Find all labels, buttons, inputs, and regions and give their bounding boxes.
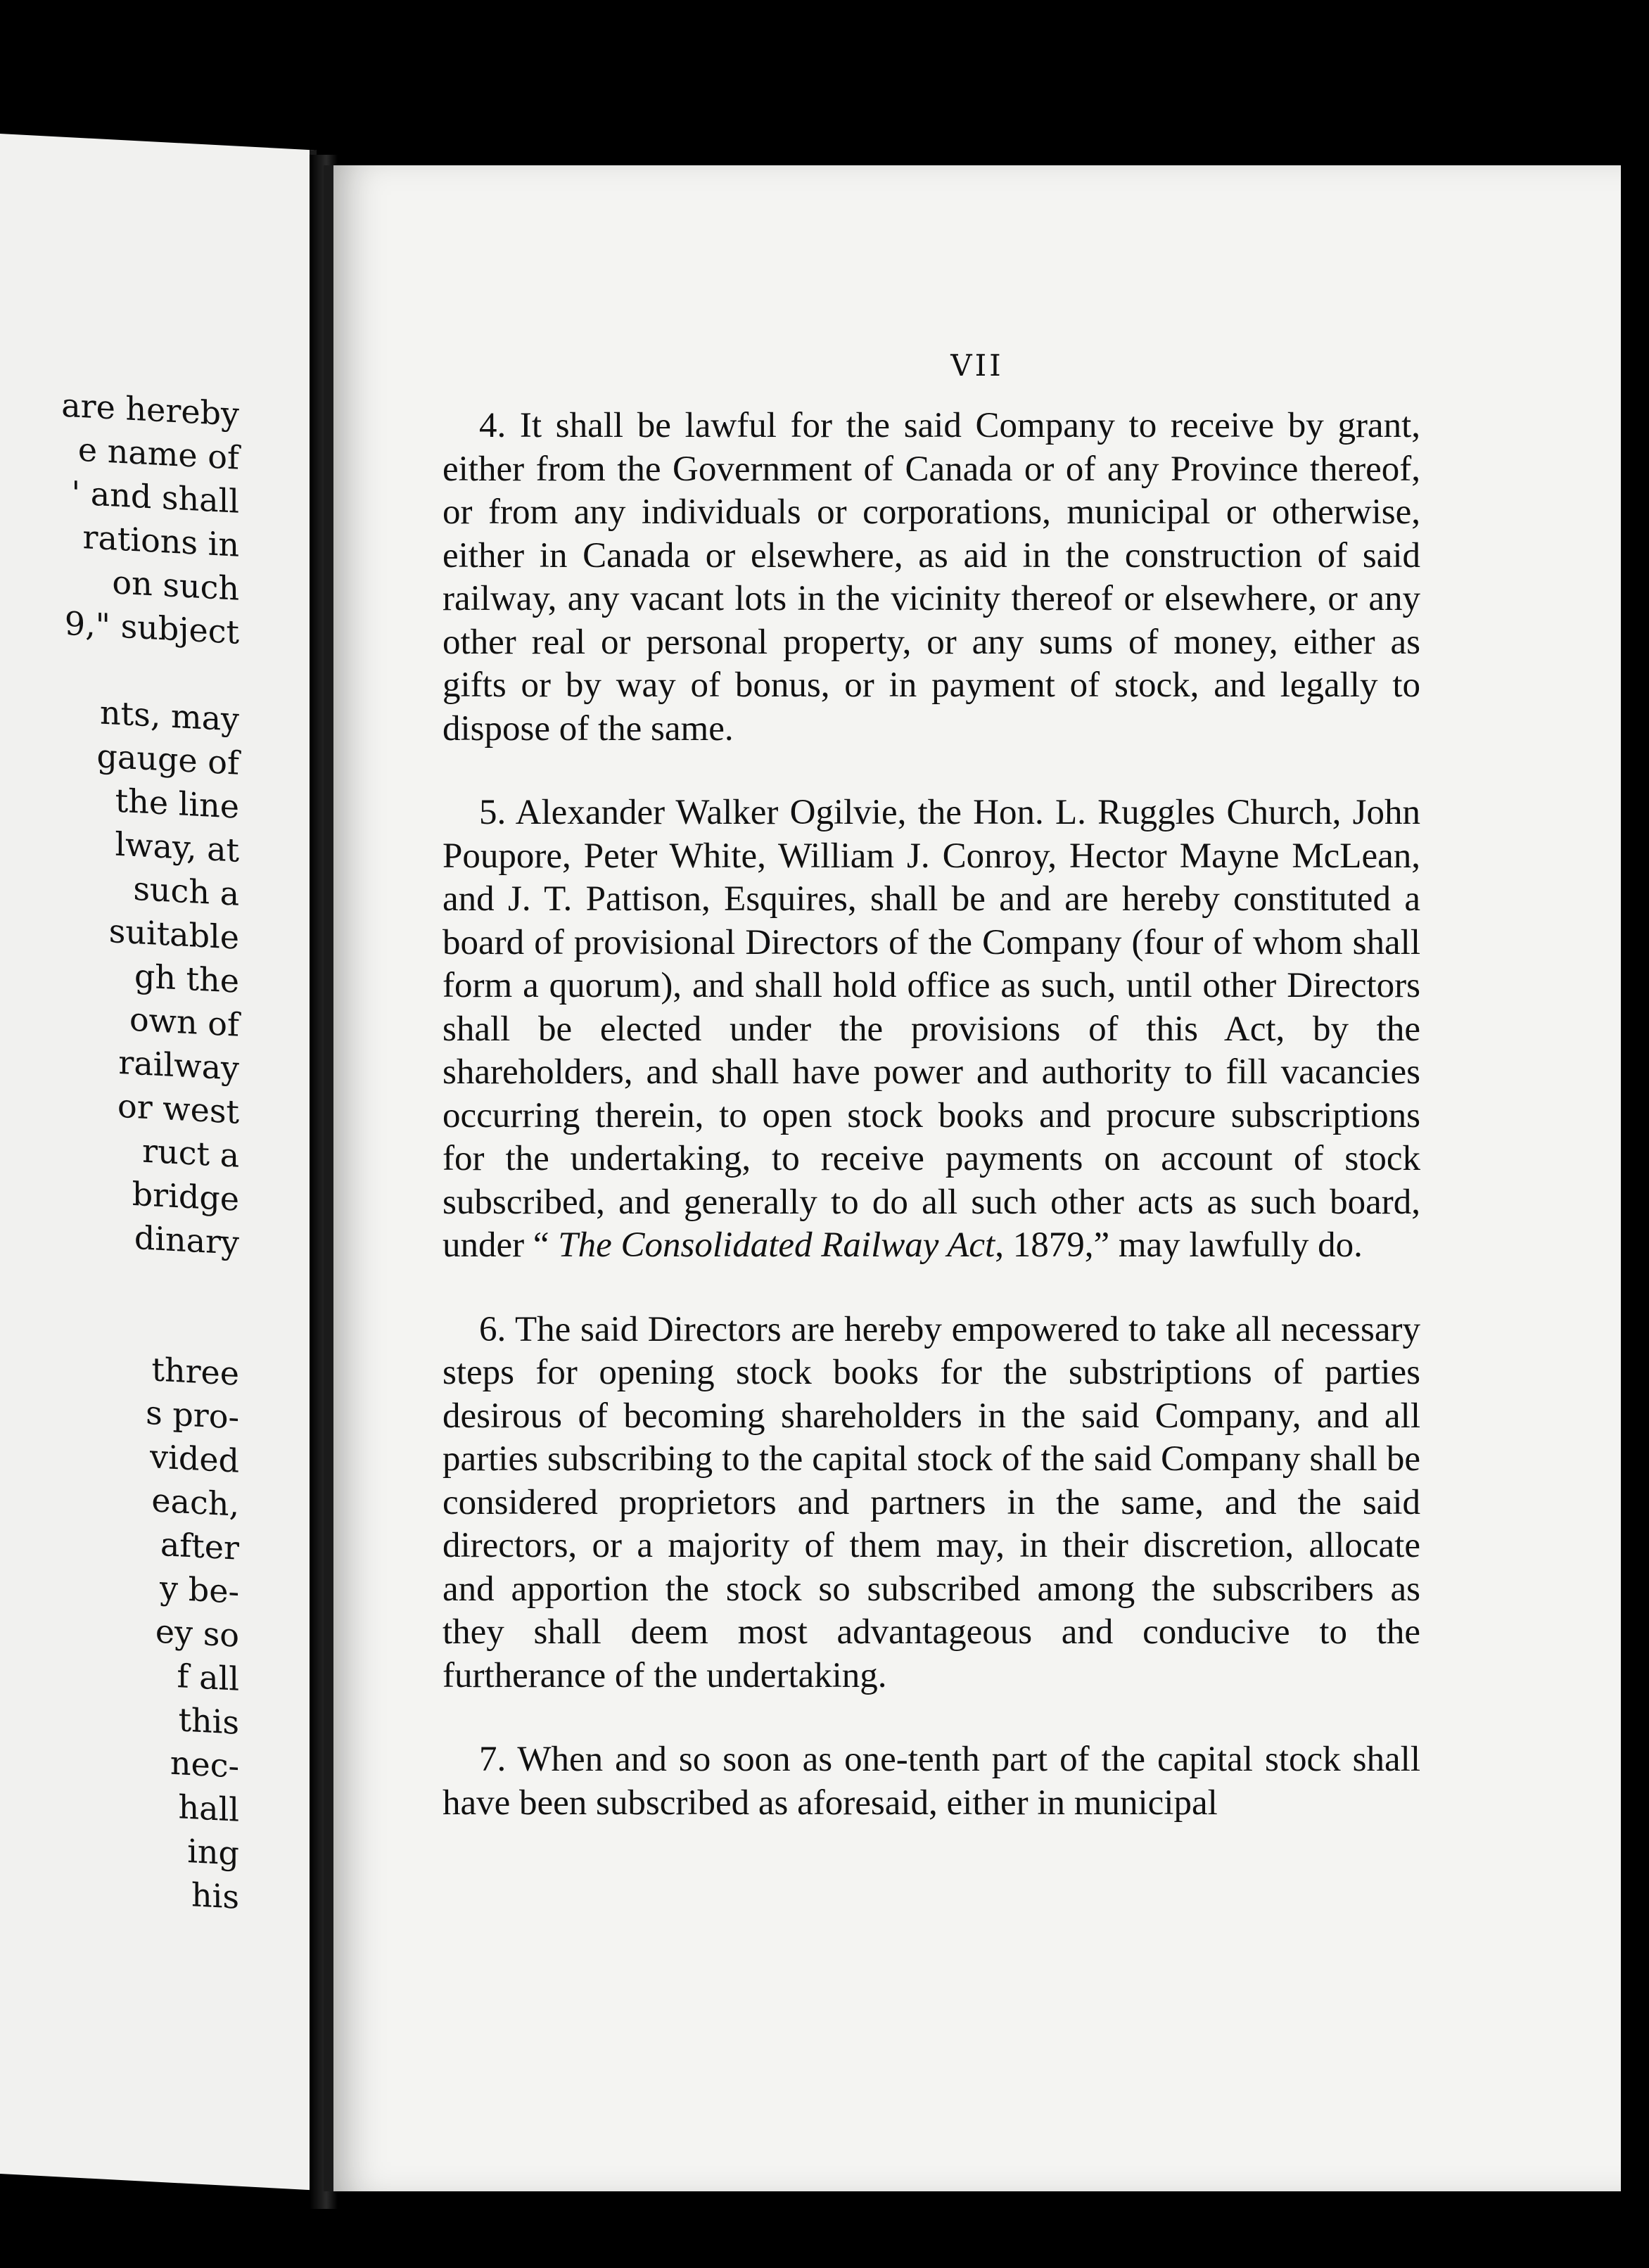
left-page-line: the line (115, 781, 239, 826)
left-page-line: nec- (170, 1743, 239, 1785)
paragraph-5 (443, 791, 1420, 1268)
left-page-line: ' and shall (71, 473, 239, 521)
left-page-text (0, 379, 239, 1919)
left-page-line: such a (133, 869, 239, 913)
left-page-line: rations in (82, 518, 239, 564)
left-page-line: or west (117, 1086, 239, 1131)
paragraph-6: 6. The said Directors are hereby empowered to take all necessary steps for opening stock books for the substriptions of parties desirous of becoming shareholders in the said Company, and all parties subscribing to the capital stock of the said Company shall be considered proprietors and partners in the same, and the said directors, or a majority of them may, in their discretion, allocate and apportion the stock so subscribed among the subscribers as they shall deem most advantageous and conducive to the furtherance of the undertaking. (443, 1309, 1420, 1695)
left-page-line: vided (150, 1437, 239, 1480)
page-body (443, 404, 1420, 1866)
left-page-line: suitable (108, 912, 239, 957)
left-page-line: this (178, 1700, 239, 1742)
act-title: The Consolidated Railway Act (558, 1225, 995, 1265)
left-page-line: each, (151, 1481, 239, 1524)
left-page-line: on such (112, 563, 239, 608)
left-page-line: hall (178, 1788, 239, 1829)
paragraph-7: 7. When and so soon as one-tenth part of the capital stock shall have been subscribed as aforesaid, either in municipal (443, 1740, 1420, 1823)
left-page-line: three (151, 1350, 239, 1393)
page-number: VII (950, 348, 1004, 383)
left-page-line: y be- (160, 1568, 239, 1611)
left-page-line: dinary (134, 1218, 239, 1262)
left-page-line: are hereby (61, 386, 239, 433)
left-page-line: after (160, 1524, 239, 1567)
left-page-line: e name of (77, 430, 239, 477)
left-page-line: ing (187, 1831, 239, 1873)
left-page-line: gh the (134, 957, 239, 1000)
left-page-line: ruct a (142, 1131, 239, 1175)
left-page-line: s pro- (146, 1393, 239, 1436)
left-page-line: his (191, 1875, 239, 1916)
left-page-line: railway (118, 1043, 239, 1088)
left-page-line: f all (177, 1657, 239, 1698)
left-page-line: gauge of (96, 737, 239, 782)
left-page-line: 9," subject (64, 604, 239, 651)
right-page (324, 165, 1621, 2191)
left-page-line: ey so (155, 1612, 239, 1655)
left-page-line: lway, at (115, 824, 239, 869)
paragraph-5-text: 5. Alexander Walker Ogilvie, the Hon. L. Ruggles Church, John Poupore, Peter White, William J. Conroy, Hector Mayne McLean, and J. T. Pattison, Esquires, shall be and are hereby constituted a board of provisional Directors of the Company (four of whom shall form a quorum), and shall hold office as such, until other Directors shall be elected under the provisions of this Act, by the shareholders, and shall have power and authority to fill vacancies occurring therein, to open stock books and procure subscriptions for the undertaking, to receive payments on account of stock subscribed, and generally to do all such other acts as such board, under “ (443, 793, 1420, 1265)
left-page-line: bridge (132, 1174, 239, 1218)
left-page-line: own of (129, 1000, 239, 1044)
left-page-line: nts, may (100, 693, 239, 739)
paragraph-5-end: , 1879,” may lawfully do. (995, 1225, 1363, 1265)
paragraph-4: 4. It shall be lawful for the said Company to receive by grant, either from the Government of Canada or of any Province thereof, or from any individuals or corporations, municipal or otherwise, either in Canada or elsewhere, as aid in the construction of said railway, any vacant lots in the vicinity thereof or elsewhere, or any other real or personal property, or any sums of money, either as gifts or by way of bonus, or in payment of stock, and legally to dispose of the same. (443, 406, 1420, 748)
left-page (0, 134, 317, 2191)
